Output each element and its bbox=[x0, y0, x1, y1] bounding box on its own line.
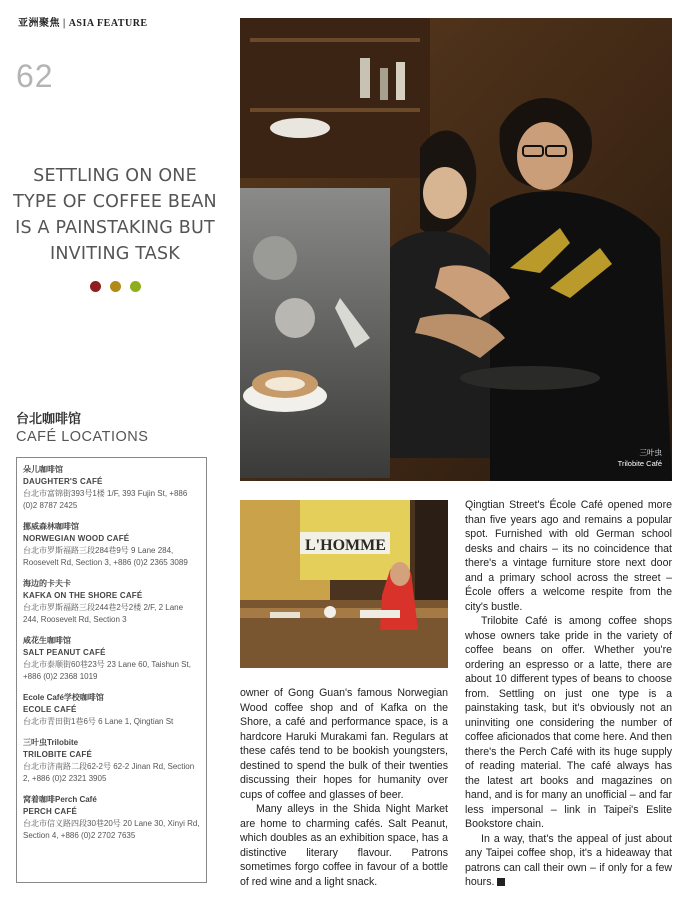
location-address: 台北市罗斯福路三段244巷2号2楼 2/F, 2 Lane 244, Roosevelt Rd, Section 3 bbox=[23, 603, 184, 624]
locations-title-en: CAFÉ LOCATIONS bbox=[16, 429, 149, 445]
location-name-cn: 窝着咖啡Perch Café bbox=[23, 795, 97, 804]
location-name-en: SALT PEANUT CAFÉ bbox=[23, 648, 106, 657]
location-name-cn: 挪威森林咖啡馆 bbox=[23, 522, 79, 531]
cafe-interior-photo bbox=[240, 500, 448, 668]
location-item bbox=[23, 578, 200, 626]
locations-box bbox=[16, 457, 207, 883]
location-item bbox=[23, 635, 200, 683]
wall-sign-text: L'HOMME bbox=[305, 537, 386, 554]
location-address: 台北市青田街1巷6号 6 Lane 1, Qingtian St bbox=[23, 717, 174, 726]
location-item bbox=[23, 521, 200, 569]
location-name-cn: 三叶虫Trilobite bbox=[23, 738, 79, 747]
location-address: 台北市罗斯福路三段284巷9号 9 Lane 284, Roosevelt Rd, Section 3, +886 (0)2 2365 3089 bbox=[23, 546, 188, 567]
location-name-en: KAFKA ON THE SHORE CAFÉ bbox=[23, 591, 143, 600]
location-name-cn: Ecole Café学校咖啡馆 bbox=[23, 693, 104, 702]
pull-quote: SETTLING ON ONE TYPE OF COFFEE BEAN IS A PAINSTAKING BUT INVITING TASK bbox=[13, 166, 217, 264]
location-name-cn: 朵儿咖啡馆 bbox=[23, 465, 63, 474]
article-column-1 bbox=[240, 686, 448, 889]
location-item bbox=[23, 737, 200, 785]
location-name-en: ECOLE CAFÉ bbox=[23, 705, 77, 714]
location-item bbox=[23, 464, 200, 512]
dot-gold bbox=[110, 281, 121, 292]
location-address: 台北市泰顺街60巷23号 23 Lane 60, Taishun St, +886 (0)2 2368 1019 bbox=[23, 660, 191, 681]
article-paragraph: In a way, that's the appeal of just about any Taipei coffee shop, it's a hideaway that patrons can call their own – if only for a few hours. bbox=[465, 832, 672, 888]
photo-caption-en: Trilobite Café bbox=[617, 459, 662, 468]
article-column-2 bbox=[465, 498, 672, 890]
locations-title-cn: 台北咖啡馆 bbox=[16, 411, 82, 426]
location-address: 台北市富锦街393号1楼 1/F, 393 Fujin St, +886 (0)2 8787 2425 bbox=[23, 489, 188, 510]
location-name-en: PERCH CAFÉ bbox=[23, 807, 78, 816]
page-number: 62 bbox=[16, 58, 54, 94]
article-paragraph: owner of Gong Guan's famous Norwegian Wood coffee shop and of Kafka on the Shore, a café and performance space, is a hardcore Haruki Murakami fan. Regulars at these cafés tend to be bookish youngsters, destined to spend the bulk of their twenties discussing their hopes for humanity over cups of coffee and glasses of beer. bbox=[240, 687, 448, 801]
location-address: 台北市济南路二段62-2号 62-2 Jinan Rd, Section 2, +886 (0)2 2321 3905 bbox=[23, 762, 195, 783]
location-name-cn: 咸花生咖啡馆 bbox=[23, 636, 71, 645]
end-mark-icon bbox=[497, 878, 505, 886]
section-header: 亚洲聚焦 | ASIA FEATURE bbox=[18, 18, 148, 29]
article-paragraph: Many alleys in the Shida Night Market are home to charming cafés. Salt Peanut, which doubles as an exhibition space, has a distinctive literary flavour. Patrons sometimes forgo coffee in favour of a bottle of red wine and a light snack. bbox=[240, 803, 448, 888]
dot-green bbox=[130, 281, 141, 292]
location-name-en: DAUGHTER'S CAFÉ bbox=[23, 477, 103, 486]
dot-red bbox=[90, 281, 101, 292]
location-name-en: NORWEGIAN WOOD CAFÉ bbox=[23, 534, 130, 543]
location-name-cn: 海边的卡夫卡 bbox=[23, 579, 71, 588]
location-address: 台北市信义路四段30巷20号 20 Lane 30, Xinyi Rd, Section 4, +886 (0)2 2702 7635 bbox=[23, 819, 200, 840]
barista-scene-illustration bbox=[240, 18, 672, 481]
photo-caption bbox=[618, 447, 662, 469]
article-paragraph: Qingtian Street's École Café opened more than five years ago and remains a popular spot. Furnished with old German school desks and chairs – its no coincidence that there's a vintage furniture store next door and a primary school across the street – École offers a welcome respite from the city's bustle. bbox=[465, 499, 672, 613]
location-item bbox=[23, 692, 200, 728]
article-paragraph: Trilobite Café is among coffee shops whose owners take pride in the variety of coffee beans on offer. Whether you're ordering an espresso or a latte, there are about 10 different types of beans to choose from. Settling on just one type is a painstaking task, but it's obviously not an uninviting one considering the number of coffee aficionados that come here. And then there's the Perch Café with its huge supply of reading material. The café always has the latest art books and magazines on hand, and is for many an unofficial – and far less impersonal – link in Taipei's Eslite Bookstore chain. bbox=[465, 615, 672, 830]
location-name-en: TRILOBITE CAFÉ bbox=[23, 750, 93, 759]
location-item bbox=[23, 794, 200, 842]
reading-cafe-illustration bbox=[240, 500, 448, 668]
photo-caption-cn: 三叶虫 bbox=[639, 448, 662, 457]
main-photo bbox=[240, 18, 672, 481]
decorative-dots bbox=[90, 281, 141, 292]
